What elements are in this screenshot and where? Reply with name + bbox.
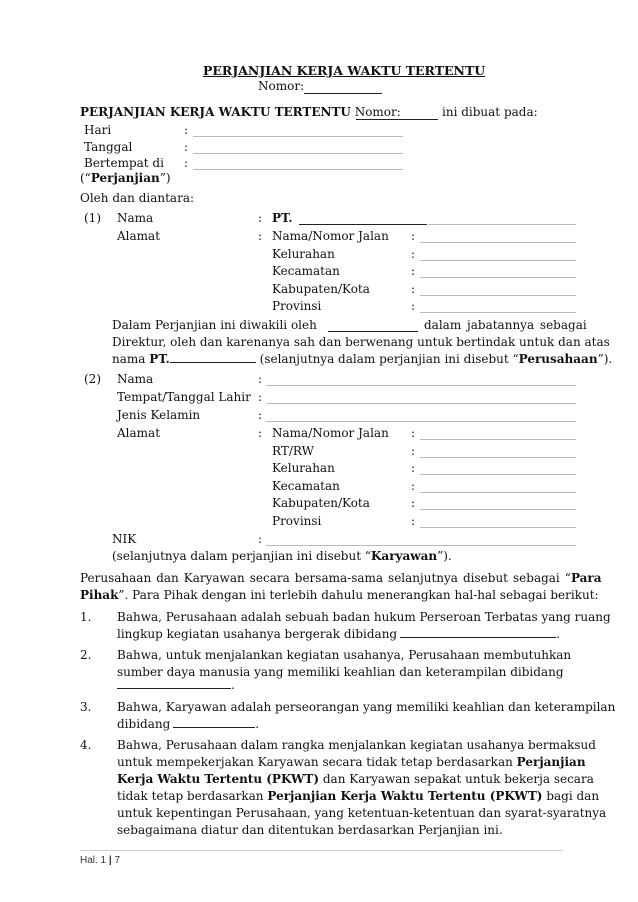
party2-addr-jalan: Nama/Nomor Jalan [272, 426, 389, 440]
party2-addr-kabupaten-blank [420, 509, 576, 510]
party2-ttl-label: Tempat/Tanggal Lahir [117, 390, 251, 404]
party2-addr-kecamatan-blank [420, 492, 576, 493]
item1-end: . [556, 627, 560, 641]
party1-para-l1a: Dalam Perjanjian ini diwakili oleh [112, 318, 317, 332]
item2-blank [117, 687, 231, 689]
item1-l2 [117, 627, 560, 641]
party1-pt: PT. [272, 211, 293, 225]
party2-addr-rtrw-colon: : [411, 444, 416, 458]
bertempat-blank [193, 169, 403, 170]
page-total: 7 [114, 855, 121, 866]
intro-number-blank [356, 119, 438, 120]
party2-addr-jalan-colon: : [411, 426, 416, 440]
party1-addr-kelurahan: Kelurahan [272, 247, 335, 261]
party1-alamat-colon: : [258, 229, 263, 243]
party2-addr-kelurahan: Kelurahan [272, 461, 335, 475]
item3-blank [173, 726, 255, 728]
para-pihak-l1 [80, 571, 602, 585]
perjanjian-definition [80, 171, 171, 185]
party1-addr-provinsi-blank [420, 312, 576, 313]
item4-l4 [117, 789, 600, 803]
item1-blank [400, 636, 556, 638]
party1-addr-kecamatan-colon: : [411, 264, 416, 278]
party1-perusahaan-term: Perusahaan [518, 352, 598, 366]
party2-nama-colon: : [258, 372, 263, 386]
item4-l3-bold: Kerja Waktu Tertentu (PKWT) [117, 772, 320, 786]
party2-addr-kecamatan: Kecamatan [272, 479, 340, 493]
party1-addr-kelurahan-blank [420, 260, 576, 261]
party1-addr-provinsi-colon: : [411, 299, 416, 313]
item1-number: 1. [80, 610, 92, 624]
party1-alamat-label: Alamat [117, 229, 161, 243]
item4-l2a: untuk mempekerjakan Karyawan secara tidak tetap berdasarkan [117, 755, 513, 769]
bertempat-colon: : [184, 156, 189, 170]
party2-addr-jalan-blank [420, 439, 576, 440]
party2-addr-kecamatan-colon: : [411, 479, 416, 493]
document-number-blank [304, 93, 382, 94]
party1-pt-blank [299, 224, 427, 225]
para-pihak-l2b: ”. Para Pihak dengan ini terlebih dahulu menerangkan hal-hal sebagai berikut: [118, 588, 599, 602]
party1-para-l3b: (selanjutnya dalam perjanjian ini disebut “ [255, 352, 519, 366]
party1-addr-kabupaten: Kabupaten/Kota [272, 282, 370, 296]
party1-addr-kabupaten-colon: : [411, 282, 416, 296]
item4-l6: sebagaimana diatur dan ditentukan berdasarkan Perjanjian ini. [117, 823, 503, 837]
item4-l4-bold: Perjanjian Kerja Waktu Tertentu (PKWT) [267, 789, 543, 803]
item2-end: . [231, 678, 235, 692]
item3-l2-text: dibidang [117, 717, 171, 731]
party1-wakil-blank [328, 331, 418, 332]
party1-addr-provinsi: Provinsi [272, 299, 322, 313]
perjanjian-close: ”) [159, 171, 171, 185]
party2-addr-provinsi-colon: : [411, 514, 416, 528]
party1-nama-label: Nama [117, 211, 154, 225]
party1-para-l3 [112, 352, 612, 366]
intro-title: PERJANJIAN KERJA WAKTU TERTENTU [80, 105, 351, 119]
party1-addr-kabupaten-blank [420, 295, 576, 296]
item2-number: 2. [80, 648, 92, 662]
party1-addr-kecamatan: Kecamatan [272, 264, 340, 278]
para-pihak-l2 [80, 588, 599, 602]
party2-ttl-colon: : [258, 390, 263, 404]
party1-para-l2: Direktur, oleh dan karenanya sah dan berwenang untuk bertindak untuk dan atas [112, 335, 610, 349]
item1-l1: Bahwa, Perusahaan adalah sebuah badan hukum Perseroan Terbatas yang ruang [117, 610, 611, 624]
item4-l3 [117, 772, 594, 786]
document-number-label: Nomor: [258, 79, 305, 93]
item2-l3 [117, 678, 235, 692]
hari-blank [193, 136, 403, 137]
hari-colon: : [184, 123, 189, 137]
party1-number: (1) [84, 211, 101, 225]
party2-addr-provinsi-blank [420, 527, 576, 528]
party1-para-pt-blank [170, 361, 256, 363]
party2-nik-colon: : [258, 532, 263, 546]
party1-addr-jalan-blank [420, 242, 576, 243]
party2-alamat-colon: : [258, 426, 263, 440]
item4-l5: untuk kepentingan Perusahaan, yang ketentuan-ketentuan dan syarat-syaratnya [117, 806, 607, 820]
para-pihak-l1a: Perusahaan dan Karyawan secara bersama-sama selanjutnya disebut sebagai “ [80, 571, 571, 585]
intro-dibuat: ini dibuat pada: [442, 105, 538, 119]
party2-jk-colon: : [258, 408, 263, 422]
party1-addr-kecamatan-blank [420, 277, 576, 278]
tanggal-label: Tanggal [84, 140, 133, 154]
party2-addr-kelurahan-colon: : [411, 461, 416, 475]
party2-ttl-blank [266, 403, 576, 404]
item1-l2-text: lingkup kegiatan usahanya bergerak dibidang [117, 627, 398, 641]
party2-addr-kelurahan-blank [420, 474, 576, 475]
document-title: PERJANJIAN KERJA WAKTU TERTENTU [203, 63, 486, 78]
party1-para-l1b: dalam jabatannya sebagai [424, 318, 587, 332]
party1-addr-kelurahan-colon: : [411, 247, 416, 261]
perjanjian-term: Perjanjian [90, 171, 160, 185]
party2-nik-blank [266, 545, 576, 546]
party1-para-l3a: nama [112, 352, 150, 366]
party2-nama-label: Nama [117, 372, 154, 386]
intro-line [80, 105, 401, 119]
page-separator: | [106, 855, 115, 866]
party2-alamat-label: Alamat [117, 426, 161, 440]
party1-addr-jalan-colon: : [411, 229, 416, 243]
party2-addr-provinsi: Provinsi [272, 514, 322, 528]
party2-sel-a: (selanjutnya dalam perjanjian ini disebut “ [112, 549, 371, 563]
item4-l1: Bahwa, Perusahaan dalam rangka menjalankan kegiatan usahanya bermaksud [117, 738, 596, 752]
oleh-heading: Oleh dan diantara: [80, 191, 195, 205]
party2-karyawan-term: Karyawan [371, 549, 438, 563]
party1-para-l3c: ”). [597, 352, 613, 366]
party1-nama-colon: : [258, 211, 263, 225]
item2-l1: Bahwa, untuk menjalankan kegiatan usahanya, Perusahaan membutuhkan [117, 648, 572, 662]
party2-jk-label: Jenis Kelamin [117, 408, 201, 422]
party2-addr-rtrw-blank [420, 457, 576, 458]
party2-nik-label: NIK [112, 532, 137, 546]
item4-l4a: tidak tetap berdasarkan [117, 789, 264, 803]
party1-pt-rest [428, 224, 576, 225]
tanggal-colon: : [184, 140, 189, 154]
page-footer [80, 855, 120, 866]
party2-nama-blank [266, 385, 576, 386]
item3-l2 [117, 717, 259, 731]
party2-addr-kabupaten-colon: : [411, 496, 416, 510]
intro-nomor: Nomor: [350, 105, 401, 119]
item4-l2-bold: Perjanjian [516, 755, 586, 769]
party2-sel-b: ”). [437, 549, 452, 563]
perjanjian-open: (“ [80, 171, 91, 185]
para-pihak-term-2: Pihak [80, 588, 119, 602]
page-label: Hal. 1 [80, 855, 107, 866]
item2-l2: sumber daya manusia yang memiliki keahlian dan keterampilan dibidang [117, 665, 564, 679]
party2-jk-blank [266, 421, 576, 422]
party1-addr-jalan: Nama/Nomor Jalan [272, 229, 389, 243]
party2-selanjutnya [112, 549, 452, 563]
item4-l2 [117, 755, 586, 769]
item3-l1: Bahwa, Karyawan adalah perseorangan yang memiliki keahlian dan keterampilan [117, 700, 616, 714]
item4-l3b: dan Karyawan sepakat untuk bekerja secara [322, 772, 594, 786]
tanggal-blank [193, 153, 403, 154]
item3-end: . [255, 717, 260, 731]
item4-l4b: bagi dan [546, 789, 600, 803]
footer-divider [80, 850, 563, 851]
item4-number: 4. [80, 738, 92, 752]
party1-para-pt: PT. [149, 352, 170, 366]
item3-number: 3. [80, 700, 92, 714]
party2-addr-rtrw: RT/RW [272, 444, 314, 458]
party2-number: (2) [84, 372, 101, 386]
para-pihak-term-1: Para [570, 571, 602, 585]
party2-addr-kabupaten: Kabupaten/Kota [272, 496, 370, 510]
hari-label: Hari [84, 123, 112, 137]
bertempat-label: Bertempat di [84, 156, 164, 170]
